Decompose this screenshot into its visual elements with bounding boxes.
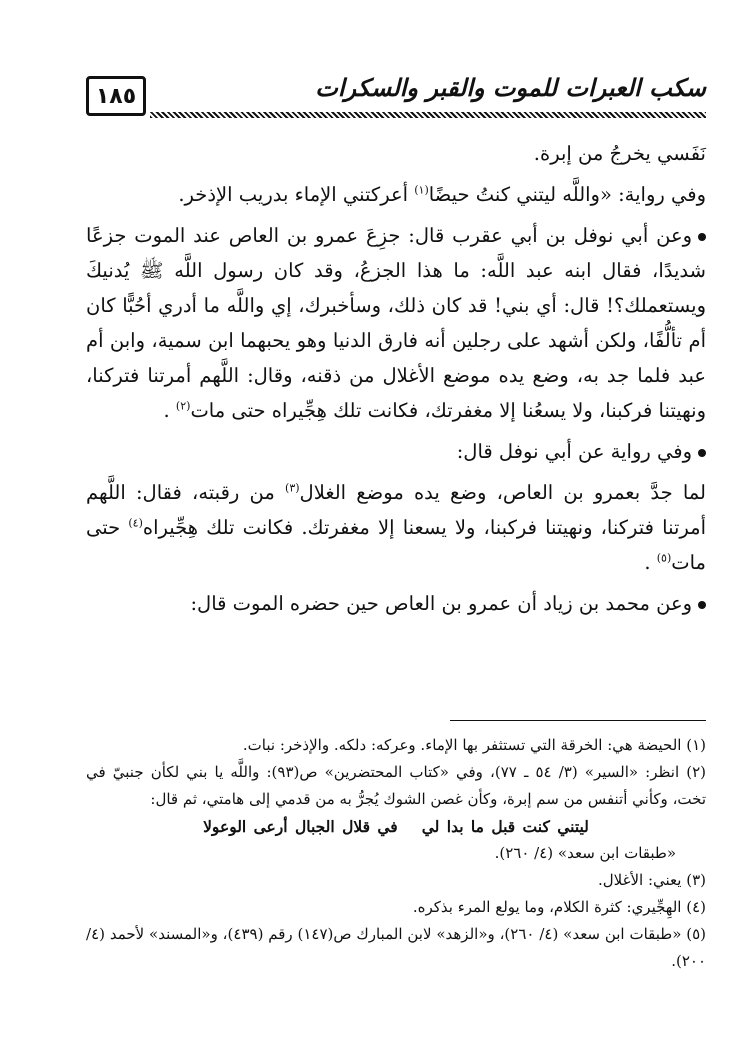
paragraph-5 [86,475,706,580]
paragraph-6-text: وعن محمد بن زياد أن عمرو بن العاص حين حضره الموت قال: [190,592,692,615]
verse-right-hemistich: ليتني كنت قبل ما بدا لي [421,817,589,836]
paragraph-2-text: وفي رواية: «واللَّه ليتني كنتُ حيضًا [428,183,706,206]
footnote-2-source: «طبقات ابن سعد» (٤/ ٢٦٠). [494,844,676,862]
footnote-4: (٤) الهِجِّيري: كثرة الكلام، وما يولع المرء بذكره. [412,898,706,916]
bullet-icon [698,449,706,457]
footnote-ref-5[interactable]: (٥) [656,551,672,565]
page-header [86,72,706,124]
paragraph-3-end: . [163,399,170,422]
paragraph-5-text-a: لما جدَّ بعمرو بن العاص، وضع يده موضع الغلال [299,481,706,504]
footnote-ref-2[interactable]: (٢) [175,399,191,413]
paragraph-1 [86,136,706,171]
footnote-ref-4[interactable]: (٤) [128,516,143,530]
bullet-icon [698,233,706,241]
footnote-2: (٢) انظر: «السير» (٣/ ٥٤ ـ ٧٧)، وفي «كتاب المحتضرين» ص(٩٣): واللَّه يا بني لكأن جنبيّ في تخت، وكأني أتنفس من سم إبرة، وكأن غصن الشوك يُجرُّ به من قدمي إلى هامتي، ثم قال: [86,763,706,808]
paragraph-5-text-b: من رقبته، فقال: اللَّهم أمرتنا فتركنا، ونهيتنا فركبنا، ولا يسعنا إلا مغفرتك. فكانت تلك هِجِّيراه [86,481,707,539]
paragraph-3-text: وعن أبي نوفل بن أبي عقرب قال: جزِعَ عمرو بن العاص عند الموت جزعًا شديدًا، فقال ابنه عبد اللَّه: ما هذا الجزعُ، وقد كان رسول اللَّه ﷺ يُدنيكَ ويستعملك؟! قال: أي بني! قد كان ذلك، وسأخبرك، إي واللَّه ما أدري أحُبًّا كان أم تألُّفًا، ولكن أشهد على رجلين أنه فارق الدنيا وهو يحبهما ابن سمية، وابن أم عبد فلما جد به، وضع يده موضع الأغلال من ذقنه، وقال: اللَّهم أمرتنا فتركنا، ونهيتنا فركبنا، ولا يسعُنا إلا مغفرتك، فكانت تلك هِجِّيراه حتى مات [86,224,706,422]
paragraph-5-text-c: حتى مات [86,516,706,574]
footnote-separator [450,720,706,721]
header-rule [150,112,706,118]
bullet-icon [698,601,706,609]
poetry-verse [86,813,706,840]
paragraph-3 [86,218,706,428]
footnote-5: (٥) «طبقات ابن سعد» (٤/ ٢٦٠)، و«الزهد» لابن المبارك ص(١٤٧) رقم (٤٣٩)، و«المسند» لأحمد (٤/ ٢٠٠). [86,925,706,970]
footnote-3: (٣) يعني: الأغلال. [598,871,706,889]
page-number-box [86,76,146,116]
paragraph-2-text-end: أعركتني الإماء بدريب الإذخر. [178,183,415,206]
paragraph-4-text: وفي رواية عن أبي نوفل قال: [456,440,692,463]
paragraph-2 [86,177,706,212]
page-number: ١٨٥ [95,83,137,109]
footnote-1: (١) الحيضة هي: الخرقة التي تستثفر بها الإماء. وعركه: دلكه. والإذخر: نبات. [242,736,706,754]
footnotes [86,732,706,975]
verse-left-hemistich: في قلال الجبال أرعى الوعولا [203,817,398,836]
paragraph-6 [86,586,706,621]
footnote-ref-3[interactable]: (٣) [285,481,300,495]
paragraph-4 [86,434,706,469]
body-text [86,136,706,627]
footnote-ref-1[interactable]: (١) [414,183,429,197]
running-title: سكب العبرات للموت والقبر والسكرات [315,74,706,102]
paragraph-5-end: . [644,551,651,574]
paragraph-1-text: نَفَسي يخرجُ من إبرة. [533,142,706,165]
